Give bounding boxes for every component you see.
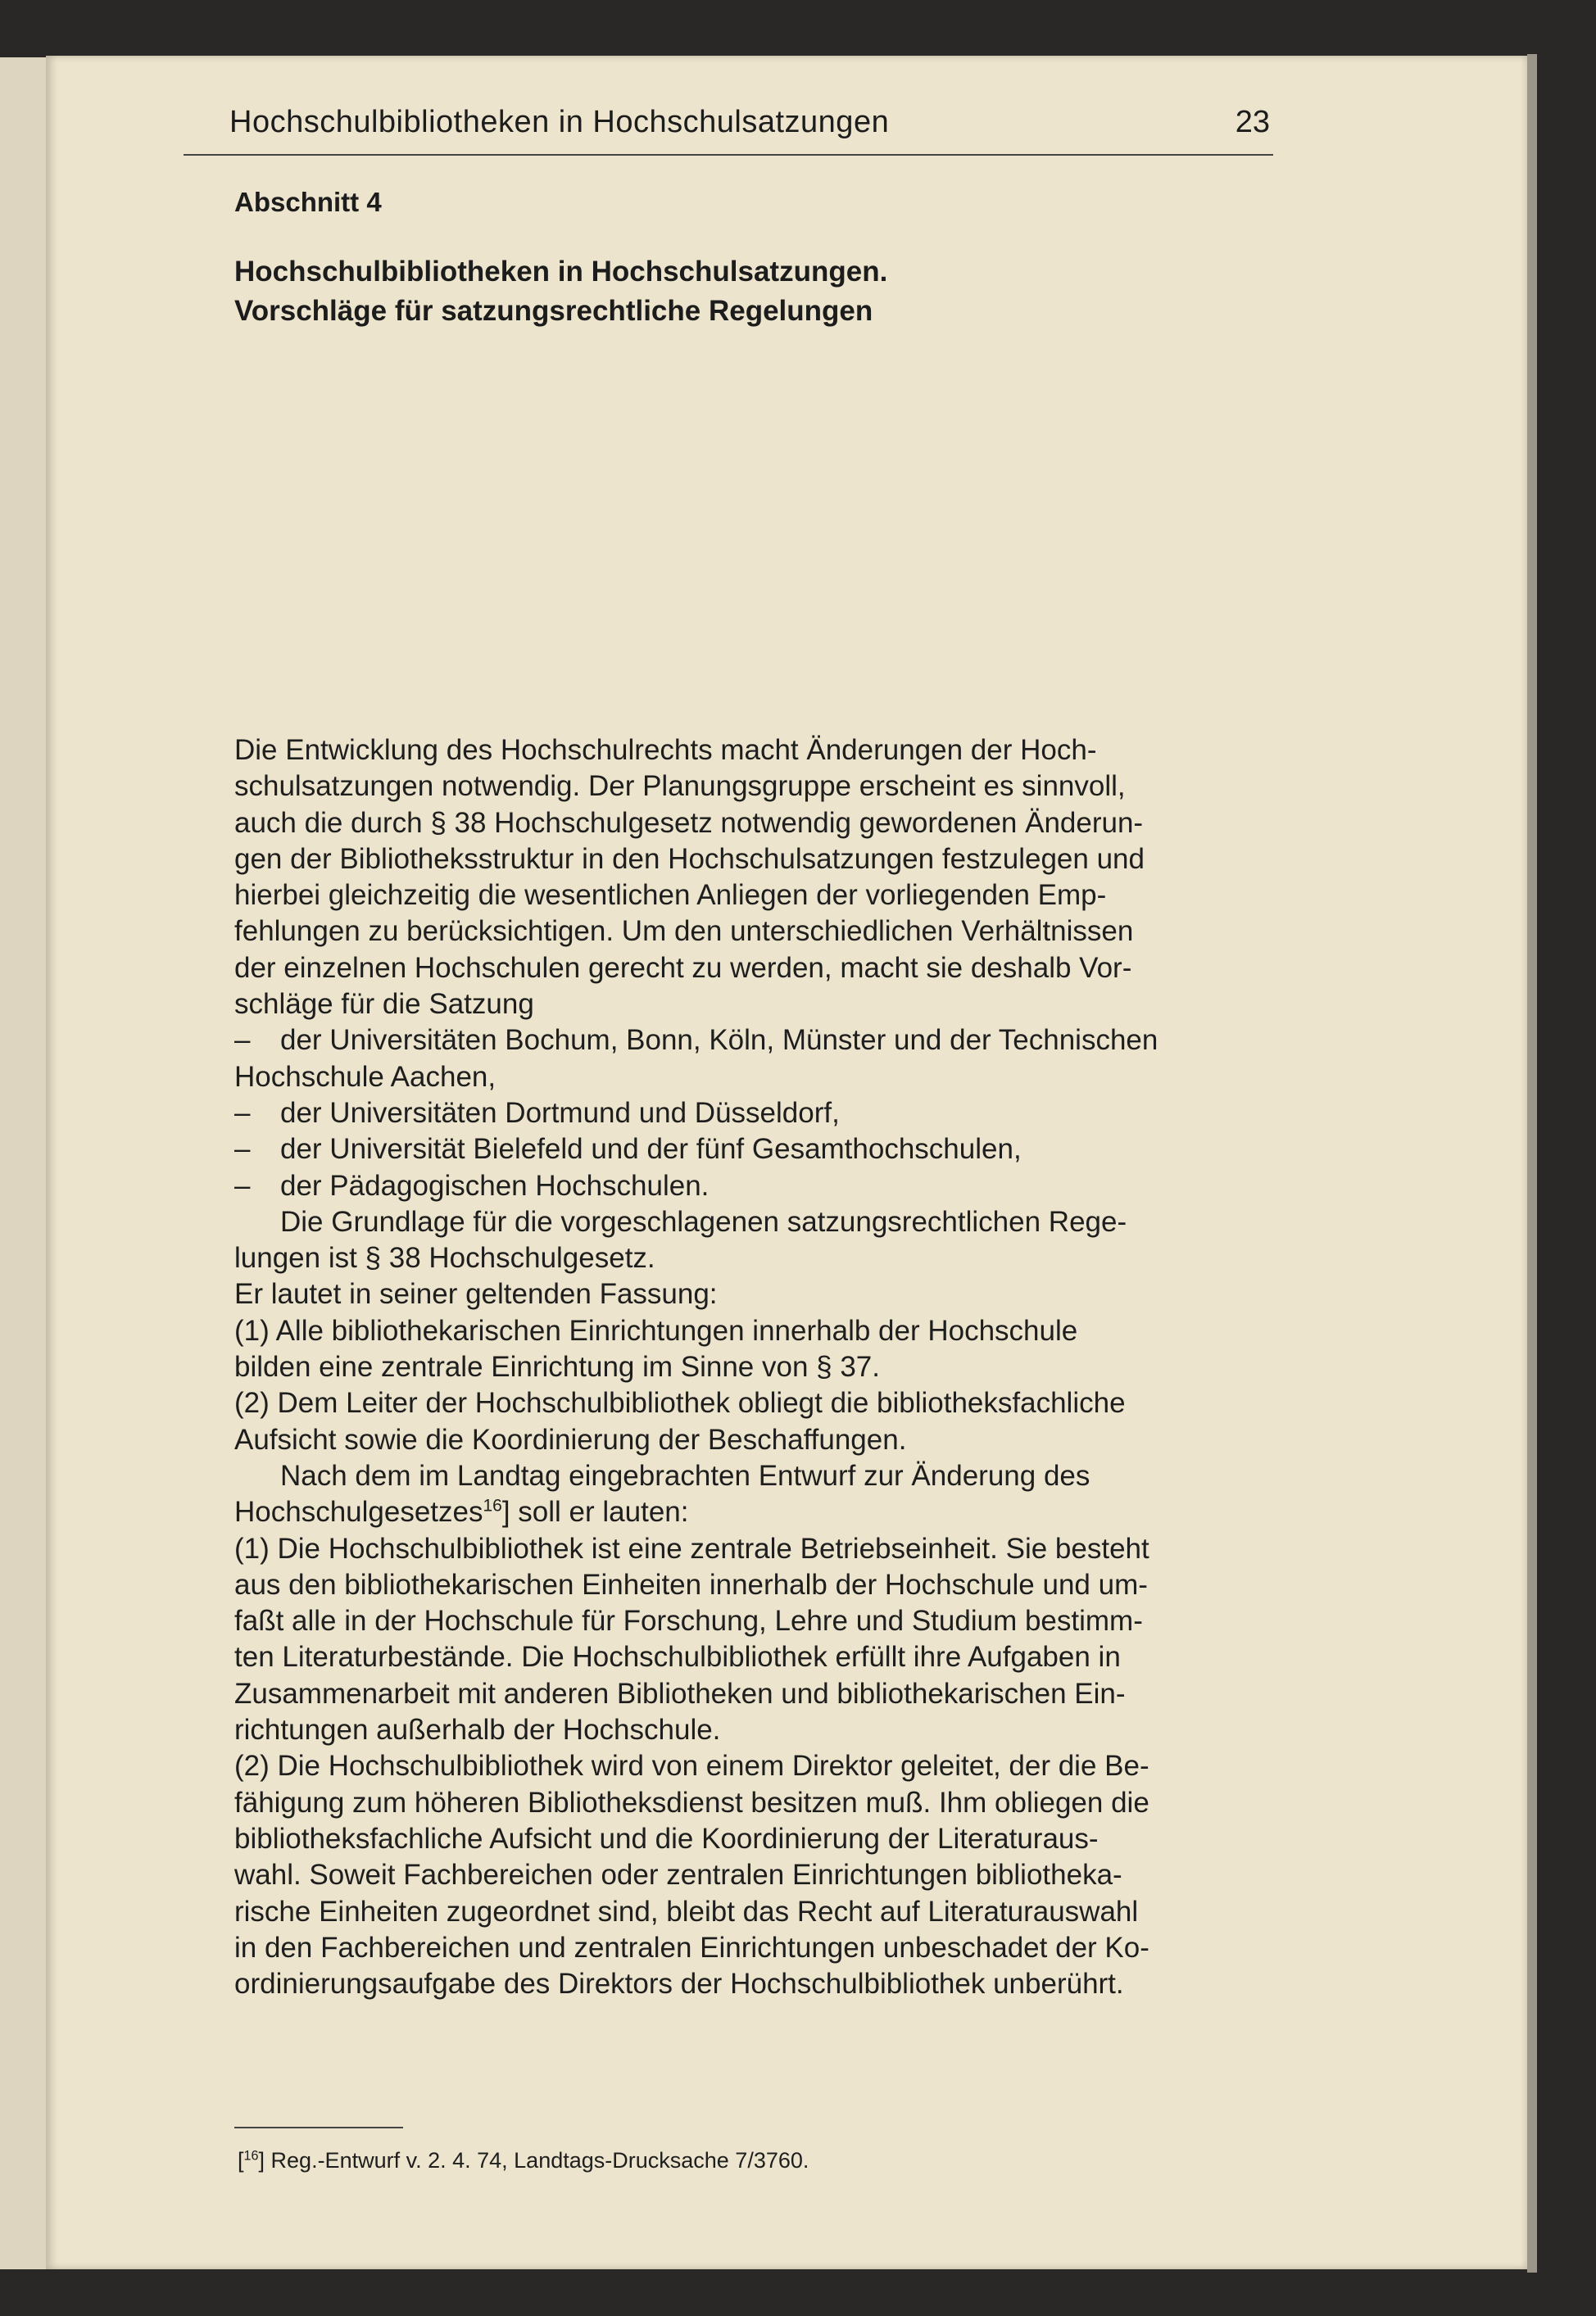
text-line: Die Entwicklung des Hochschulrechts macht Änderungen der Hoch- xyxy=(234,734,1097,766)
text-line: ten Literaturbestände. Die Hochschulbibliothek erfüllt ihre Aufgaben in xyxy=(234,1641,1121,1674)
dash-marker: – xyxy=(234,1133,251,1166)
text-line: faßt alle in der Hochschule für Forschung, Lehre und Studium bestimm- xyxy=(234,1605,1143,1638)
text-line: rische Einheiten zugeordnet sind, bleibt das Recht auf Literaturauswahl xyxy=(234,1895,1139,1928)
text-line: (1) Alle bibliothekarischen Einrichtungen innerhalb der Hochschule xyxy=(234,1314,1078,1347)
text-line: auch die durch § 38 Hochschulgesetz notwendig gewordenen Änderun- xyxy=(234,806,1144,839)
text-line: Aufsicht sowie die Koordinierung der Beschaffungen. xyxy=(234,1423,907,1456)
footnote-number: 16 xyxy=(243,2148,259,2164)
list-item xyxy=(234,1022,1283,1058)
text-line: in den Fachbereichen und zentralen Einrichtungen unbeschadet der Ko- xyxy=(234,1931,1149,1964)
text-line: gen der Bibliotheksstruktur in den Hochschulsatzungen festzulegen und xyxy=(234,842,1145,875)
list-item xyxy=(234,1168,1283,1204)
list-item xyxy=(234,1131,1283,1167)
text-segment: ] soll er lauten: xyxy=(501,1496,689,1529)
text-line: schläge für die Satzung xyxy=(234,988,534,1021)
text-line: wahl. Soweit Fachbereichen oder zentralen Einrichtungen bibliotheka- xyxy=(234,1859,1122,1892)
footnote-rule xyxy=(234,2127,403,2128)
section-heading xyxy=(234,252,887,331)
footnote xyxy=(238,2148,809,2173)
text-line: hierbei gleichzeitig die wesentlichen Anliegen der vorliegenden Emp- xyxy=(234,879,1107,912)
running-header xyxy=(184,105,1273,156)
heading-line: Vorschläge für satzungsrechtliche Regelungen xyxy=(234,295,873,327)
text-line: Zusammenarbeit mit anderen Bibliotheken und bibliothekarischen Ein- xyxy=(234,1677,1126,1710)
text-line: Er lautet in seiner geltenden Fassung: xyxy=(234,1278,718,1311)
text-line: (2) Dem Leiter der Hochschulbibliothek obliegt die bibliotheksfachliche xyxy=(234,1387,1126,1420)
text-line: bibliotheksfachliche Aufsicht und die Koordinierung der Literaturaus- xyxy=(234,1822,1099,1855)
text-segment: Hochschulgesetzes xyxy=(234,1496,483,1529)
text-line: ordinierungsaufgabe des Direktors der Hochschulbibliothek unberührt. xyxy=(234,1968,1124,2001)
footnote-bracket: [ xyxy=(238,2148,244,2173)
footnote-text: ] Reg.-Entwurf v. 2. 4. 74, Landtags-Drucksache 7/3760. xyxy=(258,2148,809,2173)
text-line: (1) Die Hochschulbibliothek ist eine zentrale Betriebseinheit. Sie besteht xyxy=(234,1532,1149,1565)
dash-marker: – xyxy=(234,1024,251,1057)
text-line: Hochschule Aachen, xyxy=(234,1060,496,1093)
page-number: 23 xyxy=(1235,105,1270,139)
text-line: Die Grundlage für die vorgeschlagenen satzungsrechtlichen Rege- xyxy=(280,1205,1127,1238)
text-line: Nach dem im Landtag eingebrachten Entwurf zur Änderung des xyxy=(280,1459,1090,1492)
text-line: bilden eine zentrale Einrichtung im Sinne von § 37. xyxy=(234,1351,880,1384)
dash-marker: – xyxy=(234,1169,251,1202)
list-item-text: der Universität Bielefeld und der fünf Gesamthochschulen, xyxy=(280,1133,1022,1166)
text-line: fähigung zum höheren Bibliotheksdienst besitzen muß. Ihm obliegen die xyxy=(234,1786,1149,1819)
list-item-text: der Pädagogischen Hochschulen. xyxy=(280,1169,710,1202)
running-title: Hochschulbibliotheken in Hochschulsatzungen xyxy=(229,105,890,139)
heading-line: Hochschulbibliotheken in Hochschulsatzungen. xyxy=(234,256,888,288)
list-item-text: der Universitäten Bochum, Bonn, Köln, Münster und der Technischen xyxy=(280,1024,1158,1057)
section-label: Abschnitt 4 xyxy=(234,187,382,217)
list-item-text: der Universitäten Dortmund und Düsseldorf, xyxy=(280,1096,840,1129)
facing-page-edge xyxy=(0,57,46,2269)
page-edge-shadow xyxy=(1527,54,1537,2273)
dash-marker: – xyxy=(234,1096,251,1129)
text-line xyxy=(234,1494,1283,1530)
footnote-reference: 16 xyxy=(483,1496,502,1516)
text-line: schulsatzungen notwendig. Der Planungsgruppe erscheint es sinnvoll, xyxy=(234,770,1126,803)
text-line: (2) Die Hochschulbibliothek wird von einem Direktor geleitet, der die Be- xyxy=(234,1750,1149,1783)
list-item xyxy=(234,1095,1283,1131)
text-line: richtungen außerhalb der Hochschule. xyxy=(234,1714,721,1747)
text-line: aus den bibliothekarischen Einheiten innerhalb der Hochschule und um- xyxy=(234,1568,1148,1601)
text-line: fehlungen zu berücksichtigen. Um den unterschiedlichen Verhältnissen xyxy=(234,915,1134,948)
text-line: lungen ist § 38 Hochschulgesetz. xyxy=(234,1242,655,1275)
text-line: der einzelnen Hochschulen gerecht zu werden, macht sie deshalb Vor- xyxy=(234,951,1132,984)
body-text xyxy=(234,732,1283,2002)
